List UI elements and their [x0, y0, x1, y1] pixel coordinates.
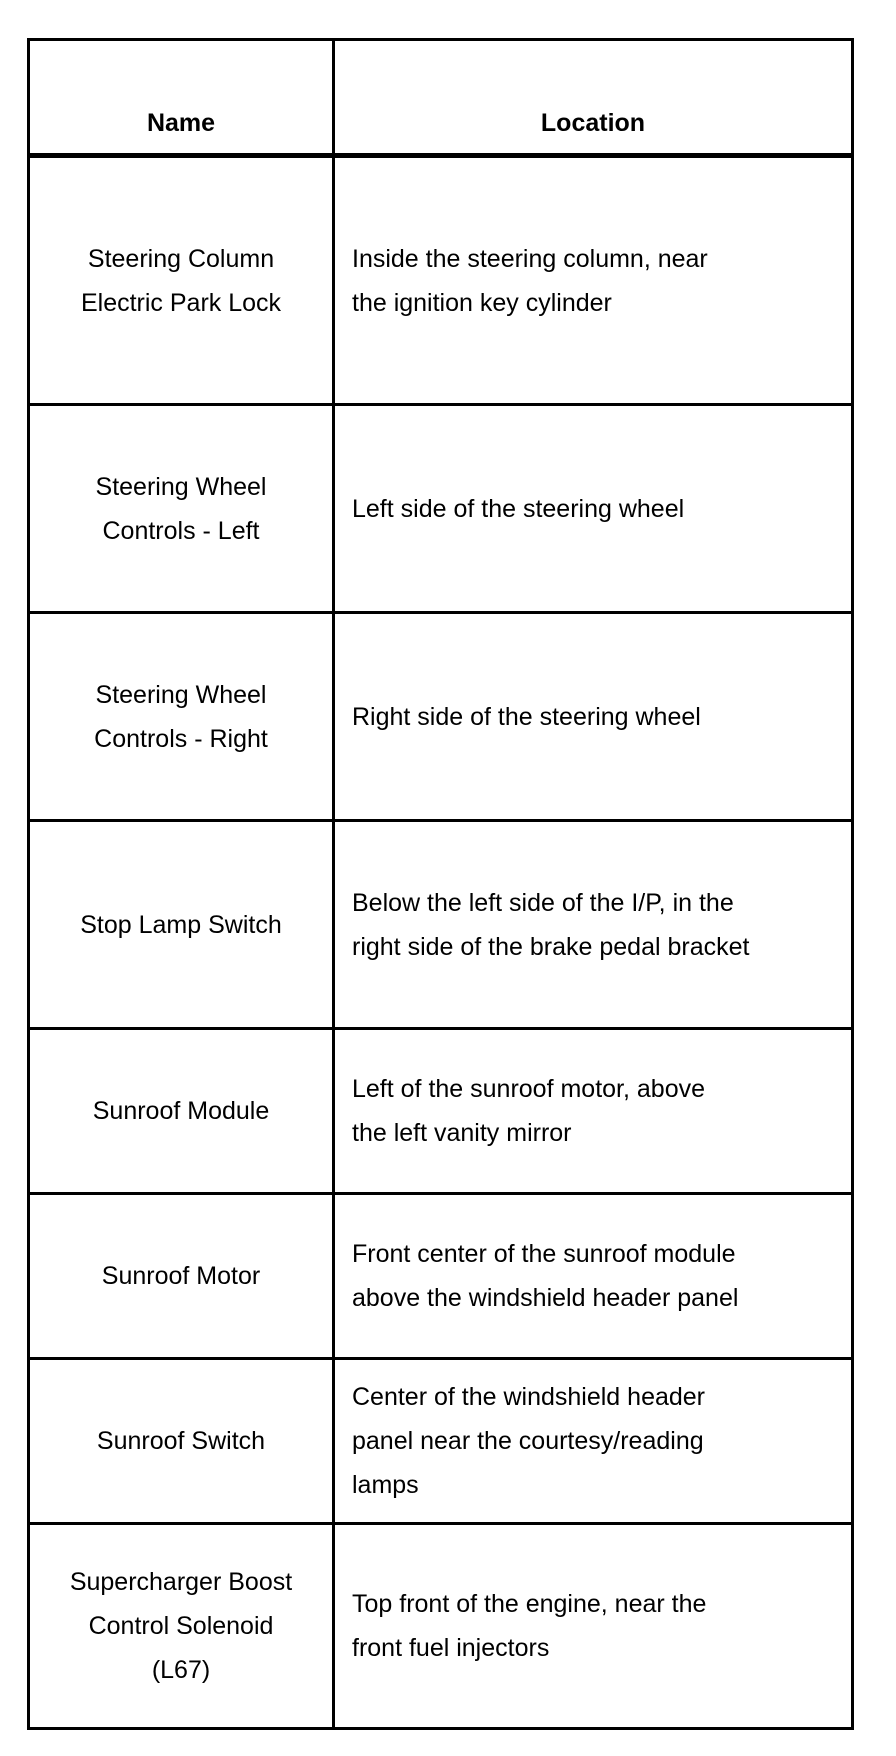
name-text: Steering Wheel Controls - Left: [95, 472, 267, 545]
header-row: [29, 40, 853, 156]
table-body: [29, 156, 853, 1729]
name-cell: [29, 156, 334, 405]
location-text: Left of the sunroof motor, above the left vanity mirror: [352, 1075, 706, 1147]
table-row: [29, 1194, 853, 1359]
header-location: Location: [334, 40, 853, 156]
name-cell: [29, 821, 334, 1029]
name-text: Sunroof Motor: [101, 1262, 261, 1290]
location-text: Left side of the steering wheel: [352, 494, 685, 523]
table-row: [29, 156, 853, 405]
name-text: Stop Lamp Switch: [80, 910, 282, 939]
location-text: Center of the windshield header panel near the courtesy/reading lamps: [352, 1383, 706, 1499]
name-cell: [29, 405, 334, 613]
table-row: [29, 1524, 853, 1729]
location-text: Below the left side of the I/P, in the right side of the brake pedal bracket: [352, 888, 750, 961]
location-text: Front center of the sunroof module above the windshield header panel: [352, 1240, 739, 1312]
location-cell: [334, 1359, 853, 1524]
table-row: [29, 1029, 853, 1194]
location-text: Inside the steering column, near the ignition key cylinder: [352, 244, 708, 317]
table-row: [29, 821, 853, 1029]
location-cell: [334, 613, 853, 821]
name-cell: [29, 613, 334, 821]
location-text: Right side of the steering wheel: [352, 702, 701, 731]
header-name: Name: [29, 40, 334, 156]
location-cell: [334, 405, 853, 613]
component-location-table: [27, 38, 854, 1730]
table-row: [29, 1359, 853, 1524]
name-cell: [29, 1029, 334, 1194]
table-header: [29, 40, 853, 156]
name-cell: [29, 1524, 334, 1729]
name-text: Steering Wheel Controls - Right: [94, 680, 268, 753]
name-cell: [29, 1359, 334, 1524]
location-cell: [334, 1029, 853, 1194]
name-text: Sunroof Module: [92, 1097, 270, 1125]
table-row: [29, 613, 853, 821]
location-cell: [334, 1194, 853, 1359]
name-text: Sunroof Switch: [96, 1427, 266, 1455]
location-cell: [334, 821, 853, 1029]
location-cell: [334, 156, 853, 405]
name-text: Supercharger Boost Control Solenoid (L67): [69, 1568, 293, 1684]
name-cell: [29, 1194, 334, 1359]
table-row: [29, 405, 853, 613]
location-cell: [334, 1524, 853, 1729]
location-text: Top front of the engine, near the front fuel injectors: [352, 1590, 707, 1662]
name-text: Steering Column Electric Park Lock: [80, 244, 282, 317]
